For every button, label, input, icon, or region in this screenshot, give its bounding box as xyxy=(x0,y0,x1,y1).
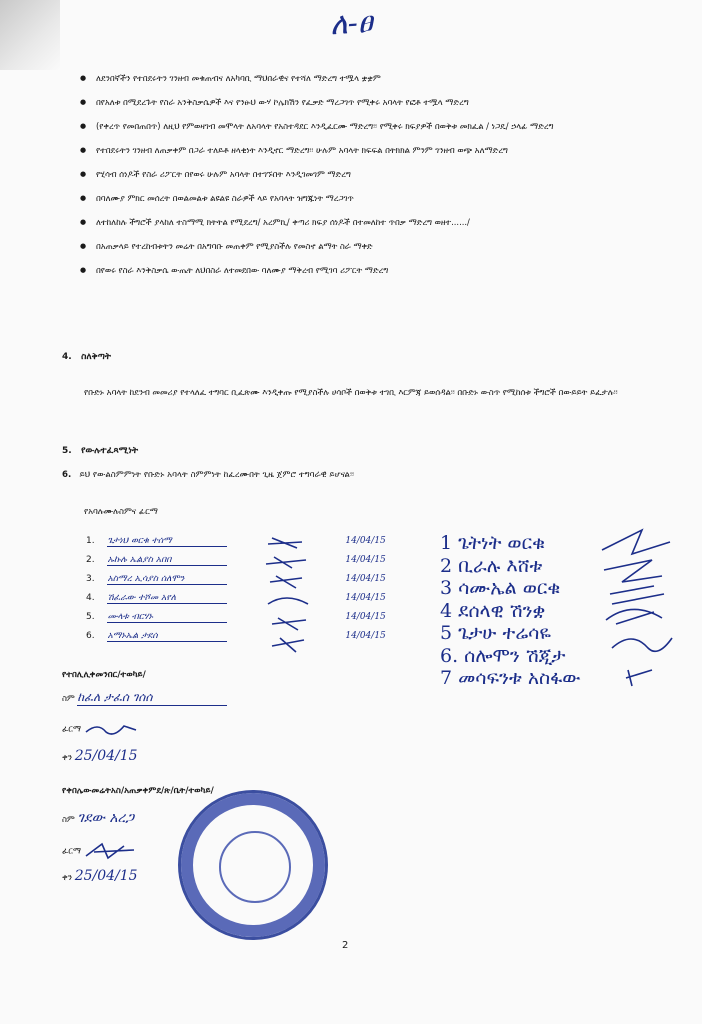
section-4-heading xyxy=(62,352,111,362)
signature-mark xyxy=(610,586,664,604)
signatory-date: 14/04/15 xyxy=(345,555,386,565)
field-label: ፊርማ xyxy=(62,723,81,734)
obligations-list xyxy=(82,72,687,288)
receiver-date: 25/04/15 xyxy=(74,748,138,764)
row-number: 6. xyxy=(86,631,95,641)
receiver-date-row xyxy=(62,748,138,764)
signatory-date: 14/04/15 xyxy=(345,574,386,584)
signature-mark xyxy=(606,609,662,624)
field-label: ስም xyxy=(62,814,75,824)
signatory-date: 14/04/15 xyxy=(345,536,386,546)
official-name: ገደው አረጋ xyxy=(77,810,135,826)
row-number: 1. xyxy=(86,536,95,546)
section-4-text: የቡድኑ አባላት ከደንብ መመሪያ የተላለፈ ተግባር ቢፈጽሙ እንዲቀጡ የሚያስችሉ ሀሳቦች በወቅቱ ተገቢ እርምጃ ይወሰዳል፡፡ በቡድኑ ውስጥ የሚከሰቱ ችግሮች በውይይት ይፈታሉ፡፡ xyxy=(84,387,618,397)
receiver-signature xyxy=(84,720,144,738)
list-item: ● በየአለቱ በሚደረጉት የስራ አንቅስቃሴዎች እና የንፁህ ውሃ ኮሌክሽን የፈቃድ ማረጋገጥ የሚቀሩ አባላት የፎቶ ተሟላ ማድረግ xyxy=(82,96,687,108)
signatory-name: ሽፈራው ተሾመ አየለ xyxy=(107,593,227,604)
signatory-name: ኡኩሉ ኤልያስ አበበ xyxy=(107,555,227,566)
list-item: ● በአጠቃላይ የተረከብቱትን መሬት በአግባቡ መጠቀም የሚያስችሉ የመስኖ ልማት ስራ ማቀድ xyxy=(82,240,687,252)
handwritten-page-code: ለ-ፀ xyxy=(328,4,374,43)
signatory-date: 14/04/15 xyxy=(345,631,386,641)
signature-mark xyxy=(626,670,652,686)
signature-mark xyxy=(272,618,306,630)
signature-marks-right xyxy=(592,520,682,690)
official-date-row xyxy=(62,868,138,884)
list-item: 6. ሰሎሞን ሽጂታ xyxy=(440,644,566,667)
list-item: ● ለተከለከሉ ችግሮች ያላከለ ተስማሚ ክትትል የሚደረግ/ አረምኪ/ ቀጣሪ ክፍያ ሰነዶች በተመለከተ ጥበቃ ማድረግ ወዘተ....../ xyxy=(82,216,687,228)
list-item: 7 መሳፍንቱ አስፋው xyxy=(440,667,581,689)
signature-mark xyxy=(602,530,670,554)
list-item: 2 ቢራሉ እሸቱ xyxy=(440,554,543,577)
official-signature xyxy=(84,840,144,862)
signatory-name: ጌታነህ ወርቁ ተሰማ xyxy=(107,536,227,547)
section-5-heading xyxy=(62,446,138,456)
row-number: 5. xyxy=(86,612,95,622)
section-number: 5. xyxy=(62,446,72,456)
official-date: 25/04/15 xyxy=(74,868,138,884)
receiver-name-row xyxy=(62,690,227,706)
signatory-name: አስማረ ኢሳያስ ሰለሞን xyxy=(107,574,227,585)
list-item: ● የተበደሩትን ገንዘብ ለጠቃቀም በጋራ ተለይቶ ዘላቂነት እንዲኖር ማድረግ፡፡ ሁሉም አባላት ክፍፍል በትክክል ምንም ገንዘብ ወጭ አለማድረግ xyxy=(82,144,687,156)
stamp-emblem xyxy=(219,831,291,903)
section-number: 6. xyxy=(62,470,72,480)
signatory-date: 14/04/15 xyxy=(345,612,386,622)
official-name-row xyxy=(62,810,134,826)
receiver-sign-row xyxy=(62,720,144,738)
section-title: የውሉተፈጻሚነት xyxy=(81,446,139,456)
row-number: 2. xyxy=(86,555,95,565)
page-corner-shadow xyxy=(0,0,60,70)
signature-mark xyxy=(268,538,302,548)
section-title: ስለቅጣት xyxy=(81,352,111,362)
official-sign-row xyxy=(62,840,144,862)
signatory-name: አማኑኤል ታደሰ xyxy=(107,631,227,642)
receiver-title: የተበሊሊቀመንበር/ተወካይ/ xyxy=(62,670,146,680)
field-label: ፊርማ xyxy=(62,845,81,856)
receiver-name: ከፈለ ታፈሰ ገሰሰ xyxy=(77,690,227,706)
list-item: ● በየወሩ የስራ እንቅስቃሴ ውጤት ለህበስራ ለተመደበው ባለሙያ ማቅረብ የሚገባ ሪፖርት ማድረግ xyxy=(82,264,687,276)
signature-mark xyxy=(604,560,662,582)
signature-mark xyxy=(270,576,302,588)
page-number: 2 xyxy=(342,940,349,951)
field-label: ቀን xyxy=(62,752,73,762)
signatory-name: ሙላቱ ብርሃኑ xyxy=(107,612,227,623)
row-number: 4. xyxy=(86,593,95,603)
official-title: የቀበሌውመሬትአስ/አጠቃቀምደ/ጽ/ቤት/ተወካይ/ xyxy=(62,786,214,796)
section-number: 4. xyxy=(62,352,72,362)
signature-marks-middle xyxy=(262,532,342,662)
list-item: ● የሂሳብ ሰነዶች የስራ ሪፖርት በየወሩ ሁሉም አባላት በተገኙበት እንዲገመገም ማድረግ xyxy=(82,168,687,180)
list-item: ● በባለሙያ ምክር መሰረት በወልመልቱ ልዩልዩ ስራዎች ላይ የአባላት ዝግጁነት ማረጋገጥ xyxy=(82,192,687,204)
row-number: 3. xyxy=(86,574,95,584)
list-item: 3 ሳሙኤል ወርቁ xyxy=(440,577,561,599)
signature-mark xyxy=(266,557,306,568)
field-label: ቀን xyxy=(62,872,73,882)
list-item: 1 ጌትነት ወርቁ xyxy=(440,532,545,554)
signatory-date: 14/04/15 xyxy=(345,593,386,603)
section-6-heading xyxy=(62,470,354,480)
signature-mark xyxy=(272,638,304,652)
signatories-label: የአባሉሙሉስምና ፊርማ xyxy=(84,506,158,516)
list-item: 4 ደሰላዊ ሽንቋ xyxy=(440,599,546,622)
signatory-list-right xyxy=(440,532,581,690)
signature-mark xyxy=(612,638,672,651)
list-item: ● ለደንበኛችን የተበደሩትን ገንዘብ መቁጠብና ለአካባቢ ማህበራዊና የተሻለ ማድረግ ተሟላ ቋቋም xyxy=(82,72,687,84)
section-text: ይህ የውልስምምነት የቡድኑ አባላት ስምምነት ከፈረሙበት ጊዜ ጀምሮ ተግባራዊ ይሆናል፡፡ xyxy=(79,470,355,480)
field-label: ስም xyxy=(62,693,75,703)
signature-mark xyxy=(268,598,308,604)
list-item: 5 ጌታሁ ተሬሳዬ xyxy=(440,622,551,644)
list-item: ● (የቀረጥ የመበጠበጥ) ለዚህ የምወዛገብ መሞላት ለአባላት የአስተዳደር እንዲፈርሙ ማድረግ፡፡ የሚቀሩ ክፍያዎች በወቅቱ መክፈል / ነጋዴ/ ኃላፊ ማድረግ xyxy=(82,120,687,132)
official-stamp xyxy=(178,790,328,940)
